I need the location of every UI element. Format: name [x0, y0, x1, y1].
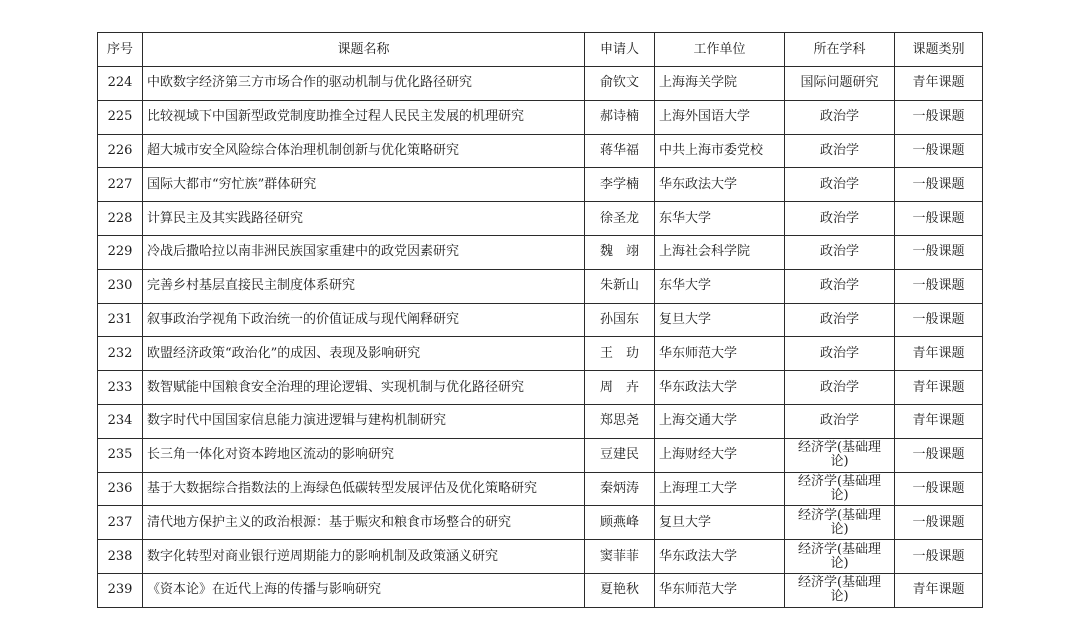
cell-no: 230 [98, 269, 143, 303]
table-row [98, 540, 983, 574]
cell-subject: 政治学 [785, 269, 895, 303]
table-header-row [98, 33, 983, 67]
header-applicant: 申请人 [585, 33, 655, 67]
cell-no: 231 [98, 303, 143, 337]
cell-no: 237 [98, 506, 143, 540]
cell-applicant: 魏 翊 [585, 235, 655, 269]
cell-type: 青年课题 [895, 67, 983, 101]
cell-type: 青年课题 [895, 371, 983, 405]
cell-subject: 经济学(基础理论) [785, 438, 895, 472]
cell-subject: 经济学(基础理论) [785, 472, 895, 506]
table-row [98, 134, 983, 168]
table-row [98, 100, 983, 134]
cell-title: 数字化转型对商业银行逆周期能力的影响机制及政策涵义研究 [143, 540, 585, 574]
cell-org: 中共上海市委党校 [655, 134, 785, 168]
cell-applicant: 李学楠 [585, 168, 655, 202]
cell-type: 青年课题 [895, 404, 983, 438]
cell-org: 华东师范大学 [655, 337, 785, 371]
cell-title: 中欧数字经济第三方市场合作的驱动机制与优化路径研究 [143, 67, 585, 101]
cell-title: 计算民主及其实践路径研究 [143, 202, 585, 236]
cell-no: 228 [98, 202, 143, 236]
table-row [98, 269, 983, 303]
project-table [97, 32, 983, 608]
table-row [98, 472, 983, 506]
cell-org: 上海财经大学 [655, 438, 785, 472]
cell-title: 国际大都市“穷忙族”群体研究 [143, 168, 585, 202]
cell-type: 一般课题 [895, 168, 983, 202]
cell-title: 完善乡村基层直接民主制度体系研究 [143, 269, 585, 303]
cell-applicant: 郑思尧 [585, 404, 655, 438]
cell-subject: 国际问题研究 [785, 67, 895, 101]
cell-org: 华东师范大学 [655, 573, 785, 607]
cell-no: 224 [98, 67, 143, 101]
cell-applicant: 郝诗楠 [585, 100, 655, 134]
header-subject: 所在学科 [785, 33, 895, 67]
cell-subject: 政治学 [785, 337, 895, 371]
cell-title: 叙事政治学视角下政治统一的价值证成与现代阐释研究 [143, 303, 585, 337]
cell-subject: 经济学(基础理论) [785, 506, 895, 540]
cell-no: 236 [98, 472, 143, 506]
cell-type: 一般课题 [895, 269, 983, 303]
cell-title: 比较视域下中国新型政党制度助推全过程人民民主发展的机理研究 [143, 100, 585, 134]
table-row [98, 168, 983, 202]
cell-subject: 政治学 [785, 371, 895, 405]
cell-no: 235 [98, 438, 143, 472]
cell-no: 232 [98, 337, 143, 371]
cell-title: 冷战后撒哈拉以南非洲民族国家重建中的政党因素研究 [143, 235, 585, 269]
cell-type: 一般课题 [895, 134, 983, 168]
cell-org: 华东政法大学 [655, 168, 785, 202]
cell-subject: 经济学(基础理论) [785, 573, 895, 607]
table-body [98, 67, 983, 608]
cell-org: 华东政法大学 [655, 371, 785, 405]
cell-subject: 政治学 [785, 134, 895, 168]
table-row [98, 67, 983, 101]
table-row [98, 371, 983, 405]
table-row [98, 404, 983, 438]
cell-title: 欧盟经济政策“政治化”的成因、表现及影响研究 [143, 337, 585, 371]
cell-applicant: 夏艳秋 [585, 573, 655, 607]
cell-no: 229 [98, 235, 143, 269]
cell-applicant: 顾燕峰 [585, 506, 655, 540]
cell-no: 238 [98, 540, 143, 574]
header-org: 工作单位 [655, 33, 785, 67]
cell-type: 一般课题 [895, 540, 983, 574]
table-row [98, 573, 983, 607]
cell-applicant: 窦菲菲 [585, 540, 655, 574]
table-row [98, 337, 983, 371]
cell-type: 一般课题 [895, 100, 983, 134]
cell-applicant: 蒋华福 [585, 134, 655, 168]
cell-org: 上海社会科学院 [655, 235, 785, 269]
cell-applicant: 周 卉 [585, 371, 655, 405]
cell-org: 上海海关学院 [655, 67, 785, 101]
cell-title: 基于大数据综合指数法的上海绿色低碳转型发展评估及优化策略研究 [143, 472, 585, 506]
cell-type: 一般课题 [895, 472, 983, 506]
cell-title: 《资本论》在近代上海的传播与影响研究 [143, 573, 585, 607]
cell-type: 一般课题 [895, 303, 983, 337]
cell-title: 数智赋能中国粮食安全治理的理论逻辑、实现机制与优化路径研究 [143, 371, 585, 405]
header-type: 课题类别 [895, 33, 983, 67]
cell-applicant: 王 玏 [585, 337, 655, 371]
cell-type: 青年课题 [895, 573, 983, 607]
cell-applicant: 孙国东 [585, 303, 655, 337]
table-row [98, 438, 983, 472]
table-row [98, 506, 983, 540]
cell-title: 长三角一体化对资本跨地区流动的影响研究 [143, 438, 585, 472]
cell-no: 233 [98, 371, 143, 405]
cell-no: 234 [98, 404, 143, 438]
cell-org: 复旦大学 [655, 303, 785, 337]
cell-type: 一般课题 [895, 235, 983, 269]
cell-org: 复旦大学 [655, 506, 785, 540]
cell-no: 239 [98, 573, 143, 607]
cell-org: 上海交通大学 [655, 404, 785, 438]
cell-applicant: 徐圣龙 [585, 202, 655, 236]
cell-no: 225 [98, 100, 143, 134]
cell-type: 一般课题 [895, 202, 983, 236]
cell-org: 上海理工大学 [655, 472, 785, 506]
cell-applicant: 豆建民 [585, 438, 655, 472]
table-row [98, 235, 983, 269]
cell-type: 一般课题 [895, 506, 983, 540]
cell-no: 226 [98, 134, 143, 168]
header-no: 序号 [98, 33, 143, 67]
cell-type: 青年课题 [895, 337, 983, 371]
cell-subject: 经济学(基础理论) [785, 540, 895, 574]
cell-subject: 政治学 [785, 100, 895, 134]
cell-org: 上海外国语大学 [655, 100, 785, 134]
table-row [98, 303, 983, 337]
cell-subject: 政治学 [785, 168, 895, 202]
cell-subject: 政治学 [785, 235, 895, 269]
cell-no: 227 [98, 168, 143, 202]
cell-org: 东华大学 [655, 202, 785, 236]
cell-subject: 政治学 [785, 202, 895, 236]
cell-applicant: 秦炳涛 [585, 472, 655, 506]
cell-org: 东华大学 [655, 269, 785, 303]
table-row [98, 202, 983, 236]
cell-org: 华东政法大学 [655, 540, 785, 574]
cell-applicant: 俞钦文 [585, 67, 655, 101]
cell-type: 一般课题 [895, 438, 983, 472]
cell-applicant: 朱新山 [585, 269, 655, 303]
cell-subject: 政治学 [785, 404, 895, 438]
cell-subject: 政治学 [785, 303, 895, 337]
cell-title: 数字时代中国国家信息能力演进逻辑与建构机制研究 [143, 404, 585, 438]
cell-title: 超大城市安全风险综合体治理机制创新与优化策略研究 [143, 134, 585, 168]
header-title: 课题名称 [143, 33, 585, 67]
cell-title: 清代地方保护主义的政治根源：基于赈灾和粮食市场整合的研究 [143, 506, 585, 540]
